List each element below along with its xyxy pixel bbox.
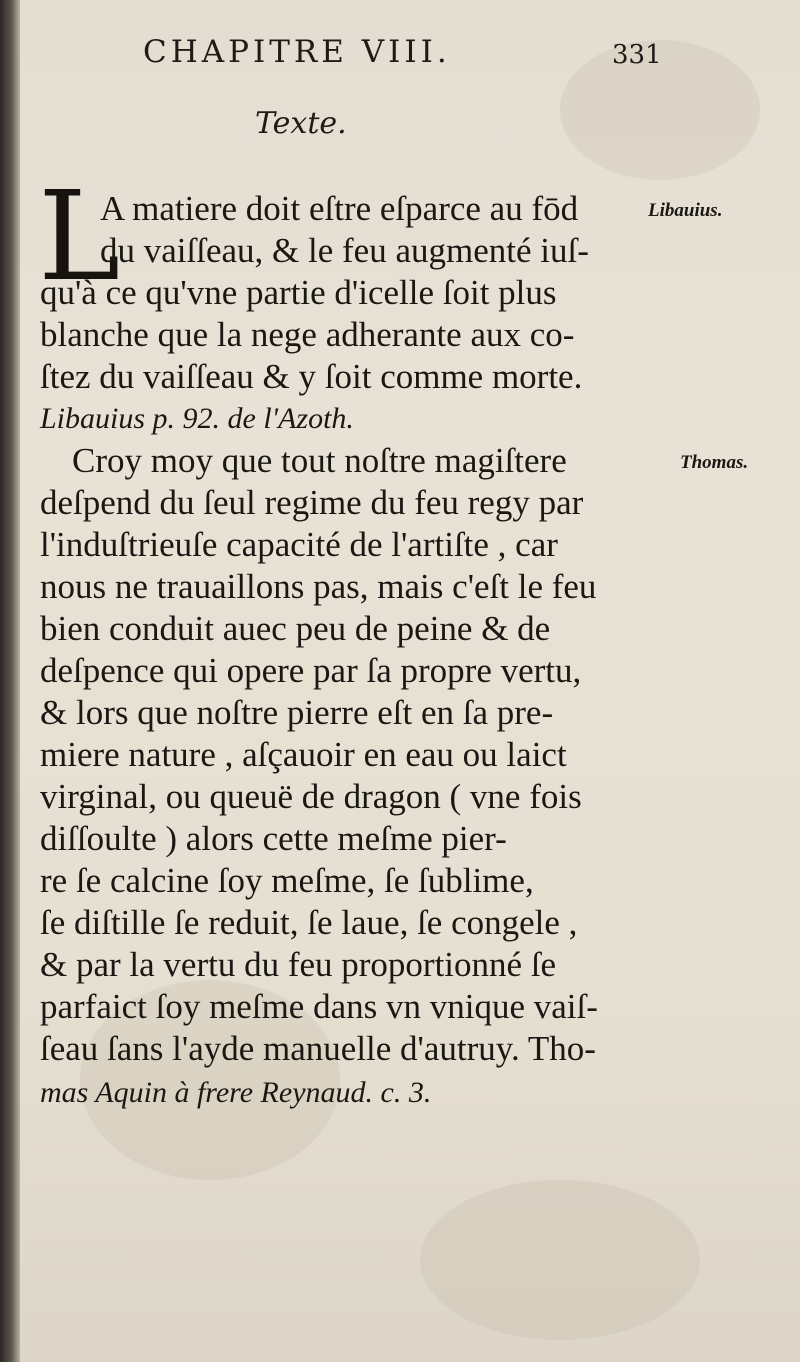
text-line: deſpence qui opere par ſa propre vertu, (40, 651, 582, 690)
section-title: Texte. (255, 106, 347, 141)
text-line: bien conduit auec peu de peine & de (40, 609, 551, 648)
text-line: diſſoulte ) alors cette meſme pier- (40, 819, 507, 858)
text-line: miere nature , aſçauoir en eau ou laict (40, 735, 567, 774)
text-line: ſeau ſans l'ayde manuelle d'autruy. Tho- (40, 1029, 596, 1068)
text-line: parfaict ſoy meſme dans vn vnique vaiſ- (40, 987, 598, 1026)
margin-note: Libauius. (648, 200, 723, 221)
text-line: virginal, ou queuë de dragon ( vne fois (40, 777, 582, 816)
text-line: & lors que noſtre pierre eſt en ſa pre- (40, 693, 554, 732)
text-line: nous ne trauaillons pas, mais c'eſt le feu (40, 567, 597, 606)
text-line: A matiere doit eſtre eſparce au fōd (100, 189, 579, 228)
text-line: blanche que la nege adherante aux co- (40, 315, 575, 354)
text-line: ſe diſtille ſe reduit, ſe laue, ſe congele , (40, 903, 578, 942)
citation-line: mas Aquin à frere Reynaud. c. 3. (40, 1076, 432, 1109)
chapter-heading: CHAPITRE VIII. (143, 34, 451, 70)
citation-line: Libauius p. 92. de l'Azoth. (40, 402, 354, 435)
text-line: re ſe calcine ſoy meſme, ſe ſublime, (40, 861, 534, 900)
text-line: qu'à ce qu'vne partie d'icelle ſoit plus (40, 273, 557, 312)
margin-note: Thomas. (680, 452, 749, 473)
drop-cap: L (38, 165, 121, 309)
text-line: l'induſtrieuſe capacité de l'artiſte , car (40, 525, 558, 564)
text-line: Croy moy que tout noſtre magiſtere (72, 441, 567, 480)
text-line: du vaiſſeau, & le feu augmenté iuſ- (100, 231, 589, 270)
text-line: ſtez du vaiſſeau & y ſoit comme morte. (40, 357, 583, 396)
text-line: & par la vertu du feu proportionné ſe (40, 945, 557, 984)
page-number: 331 (612, 40, 662, 70)
text-line: deſpend du ſeul regime du feu regy par (40, 483, 584, 522)
